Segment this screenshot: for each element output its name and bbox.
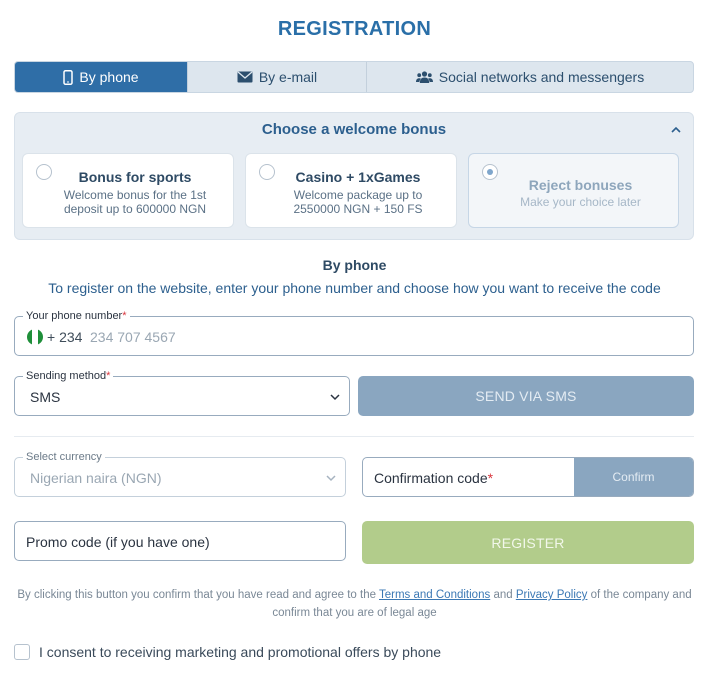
divider xyxy=(14,436,694,437)
bonus-card-desc: Welcome package up to 2550000 NGN + 150 FS xyxy=(293,188,423,216)
bonus-card-title: Reject bonuses xyxy=(528,177,633,193)
tab-by-email[interactable] xyxy=(188,62,367,92)
chevron-down-icon xyxy=(329,391,341,403)
currency-select[interactable] xyxy=(14,451,346,497)
welcome-bonus-panel xyxy=(14,112,694,240)
terms-and: and xyxy=(493,589,513,601)
terms-suffix: of the company and confirm that you are of legal age xyxy=(272,589,692,619)
send-via-sms-button[interactable]: SEND VIA SMS xyxy=(358,376,694,416)
bonus-card-desc: Make your choice later xyxy=(520,195,641,209)
phone-country-code: + 234 xyxy=(47,329,83,345)
registration-tabs xyxy=(14,61,694,93)
sending-method-select[interactable] xyxy=(14,370,350,416)
tab-social-networks[interactable] xyxy=(367,62,693,92)
envelope-icon xyxy=(237,71,253,83)
terms-prefix: By clicking this button you confirm that you have read and agree to the xyxy=(17,589,376,601)
users-icon xyxy=(416,71,433,84)
tab-by-phone-label: By phone xyxy=(79,69,139,85)
confirm-button[interactable]: Confirm xyxy=(574,458,693,496)
currency-value: Nigerian naira (NGN) xyxy=(30,470,162,486)
sending-method-value: SMS xyxy=(30,389,61,405)
currency-label: Select currency xyxy=(23,450,105,464)
bonus-card-sports[interactable] xyxy=(22,153,234,228)
nigeria-flag-icon[interactable] xyxy=(27,329,43,345)
terms-and-conditions-link[interactable]: Terms and Conditions xyxy=(379,589,491,601)
bonus-card-desc: Welcome bonus for the 1st deposit up to 600000 NGN xyxy=(63,188,207,216)
bonus-card-title: Casino + 1xGames xyxy=(295,169,421,185)
tab-by-phone[interactable] xyxy=(15,62,188,92)
section-instructions: To register on the website, enter your phone number and choose how you want to receive the code xyxy=(48,280,661,296)
chevron-down-icon xyxy=(325,472,337,484)
bonus-card-reject[interactable] xyxy=(468,153,679,228)
bonus-card-casino[interactable] xyxy=(245,153,457,228)
phone-icon xyxy=(63,70,73,85)
marketing-consent-label[interactable]: I consent to receiving marketing and promotional offers by phone xyxy=(39,644,442,660)
register-button[interactable]: REGISTER xyxy=(362,521,694,564)
tab-social-networks-label: Social networks and messengers xyxy=(438,69,645,85)
chevron-up-icon[interactable] xyxy=(669,123,683,137)
phone-number-label: Your phone number* xyxy=(23,309,130,323)
phone-number-input[interactable] xyxy=(90,327,670,347)
page-title: REGISTRATION xyxy=(277,18,432,40)
bonus-card-title: Bonus for sports xyxy=(78,169,192,185)
terms-notice xyxy=(0,586,709,622)
tab-by-email-label: By e-mail xyxy=(258,69,318,85)
promo-code-field[interactable] xyxy=(14,521,346,561)
sending-method-label: Sending method* xyxy=(23,369,113,383)
marketing-consent xyxy=(14,644,441,660)
phone-number-field[interactable] xyxy=(14,310,694,356)
marketing-consent-checkbox[interactable] xyxy=(14,644,30,660)
flag-stripe-right xyxy=(38,329,43,345)
confirmation-code-field[interactable] xyxy=(362,457,694,497)
section-title: By phone xyxy=(322,257,387,273)
privacy-policy-link[interactable]: Privacy Policy xyxy=(515,589,588,601)
promo-code-input[interactable] xyxy=(26,532,326,552)
welcome-bonus-title: Choose a welcome bonus xyxy=(261,121,447,138)
confirmation-code-label: Confirmation code* xyxy=(374,470,494,486)
